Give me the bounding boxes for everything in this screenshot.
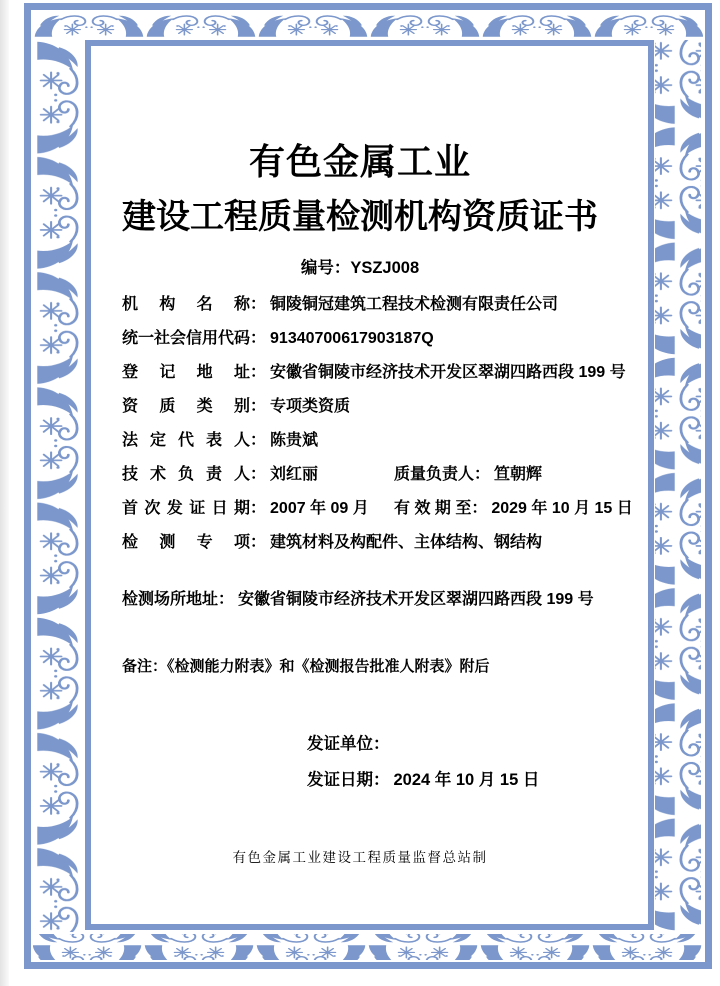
colon: ： [250, 364, 267, 381]
field-pair-quality-manager [394, 458, 542, 492]
issue-date-line [307, 770, 539, 791]
field-label: 首次发证日期 [122, 500, 250, 517]
colon: ： [250, 398, 267, 415]
field-row-credit-code [122, 322, 662, 356]
field-label: 检测专项 [122, 534, 250, 551]
field-row-technical-manager [122, 458, 662, 492]
field-label: 技术负责人 [122, 466, 250, 483]
field-pair [122, 296, 558, 313]
serial-label: 编号： [300, 259, 351, 277]
field-label: 检测场所地址 [122, 591, 219, 608]
field-value: 建筑材料及构配件、主体结构、钢结构 [270, 534, 543, 551]
testing-site-address-line [122, 590, 594, 610]
field-label: 法定代表人 [122, 432, 250, 449]
colon: ： [250, 296, 267, 313]
remark-line: 备注：《检测能力附表》和《检测报告批准人附表》附后 [122, 658, 490, 675]
colon: ： [250, 330, 267, 347]
colon: ： [373, 735, 390, 753]
field-pair [122, 466, 318, 483]
colon: ： [471, 500, 488, 517]
field-value: 91340700617903187Q [270, 330, 434, 347]
field-label: 有 效 期 至 [394, 500, 472, 517]
field-row-legal-representative [122, 424, 662, 458]
field-pair [122, 534, 542, 551]
colon: ： [250, 466, 267, 483]
serial-number-line [0, 257, 720, 279]
field-label: 发证单位 [307, 735, 373, 753]
field-pair [122, 398, 350, 415]
field-pair [122, 364, 626, 381]
colon: ： [373, 771, 390, 789]
field-pair-valid-until [394, 492, 633, 526]
colon: ： [250, 534, 267, 551]
certificate-fields [122, 288, 662, 560]
colon: ： [218, 591, 235, 608]
field-value: 专项类资质 [270, 398, 351, 415]
field-label: 发证日期 [307, 771, 373, 789]
field-label: 统一社会信用代码 [122, 330, 251, 347]
field-value: 刘红丽 [270, 466, 319, 483]
issuing-unit-line [307, 734, 390, 755]
field-value: 2029 年 10 月 15 日 [491, 500, 633, 517]
field-value: 陈贵斌 [270, 432, 319, 449]
certificate-title-line2: 建设工程质量检测机构资质证书 [122, 198, 598, 236]
field-label: 机构名称 [122, 296, 250, 313]
field-row-qualification-category [122, 390, 662, 424]
field-label: 资质类别 [122, 398, 250, 415]
field-value: 安徽省铜陵市经济技术开发区翠湖四路西段 199 号 [270, 364, 626, 381]
colon: ： [250, 500, 267, 517]
field-row-registered-address [122, 356, 662, 390]
field-value: 2007 年 09 月 [270, 500, 369, 517]
field-row-org-name [122, 288, 662, 322]
field-pair [122, 500, 369, 517]
field-row-testing-specialties [122, 526, 662, 560]
field-row-first-issue-date [122, 492, 662, 526]
colon: ： [250, 432, 267, 449]
field-value: 2024 年 10 月 15 日 [393, 771, 540, 789]
field-value: 安徽省铜陵市经济技术开发区翠湖四路西段 199 号 [238, 591, 594, 608]
field-label: 质量负责人 [394, 466, 475, 483]
field-label: 登记地址 [122, 364, 250, 381]
field-pair [122, 432, 318, 449]
serial-value: YSZJ008 [350, 259, 420, 277]
certificate-title-line1: 有色金属工业 [248, 141, 471, 182]
field-pair [122, 330, 434, 347]
field-value: 铜陵铜冠建筑工程技术检测有限责任公司 [270, 296, 559, 313]
issuing-authority-stamp-line: 有色金属工业建设工程质量监督总站制 [232, 850, 488, 865]
colon: ： [474, 466, 491, 483]
field-value: 笪朝辉 [494, 466, 543, 483]
